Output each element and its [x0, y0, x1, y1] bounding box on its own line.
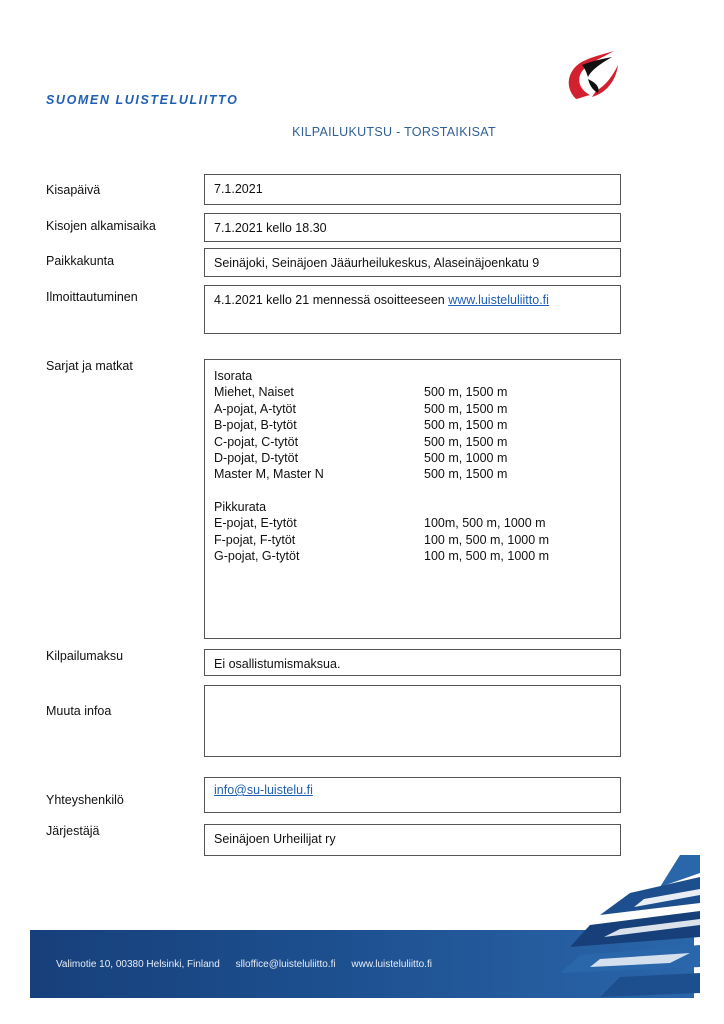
label-alkamisaika: Kisojen alkamisaika — [46, 219, 156, 233]
class-name: F-pojat, F-tytöt — [214, 532, 296, 547]
footer-contact — [56, 959, 445, 970]
org-name: SUOMEN LUISTELULIITTO — [46, 93, 239, 107]
list-item — [214, 384, 611, 400]
sarjat-field — [204, 359, 621, 639]
class-name: G-pojat, G-tytöt — [214, 549, 300, 564]
distances: 100 m, 500 m, 1000 m — [424, 532, 550, 547]
class-name: Miehet, Naiset — [214, 385, 294, 400]
distances: 500 m, 1500 m — [424, 467, 508, 482]
pikkurata-list — [214, 515, 611, 564]
label-paikkakunta: Paikkakunta — [46, 254, 115, 268]
list-item — [214, 450, 611, 466]
class-name: Master M, Master N — [214, 467, 324, 482]
distances: 500 m, 1500 m — [424, 401, 508, 416]
list-item — [214, 515, 611, 531]
label-jarjestaja: Järjestäjä — [46, 824, 100, 838]
list-item — [214, 417, 611, 433]
kilpailumaksu-field — [204, 649, 621, 676]
yhteyshenkilo-field — [204, 777, 621, 813]
jarjestaja-value: Seinäjoen Urheilijat ry — [214, 832, 336, 846]
class-name: A-pojat, A-tytöt — [214, 401, 296, 416]
distances: 100m, 500 m, 1000 m — [424, 516, 546, 531]
jarjestaja-field — [204, 824, 621, 856]
list-item — [214, 532, 611, 548]
distances: 500 m, 1500 m — [424, 385, 508, 400]
distances: 500 m, 1500 m — [424, 434, 508, 449]
pikkurata-title: Pikkurata — [214, 499, 267, 514]
list-item — [214, 401, 611, 417]
footer-web: www.luisteluliitto.fi — [351, 959, 432, 970]
muuta-field — [204, 685, 621, 757]
paikkakunta-value: Seinäjoki, Seinäjoen Jääurheilukeskus, Alaseinäjoenkatu 9 — [214, 256, 540, 270]
alkamisaika-value: 7.1.2021 kello 18.30 — [214, 221, 327, 235]
distances: 100 m, 500 m, 1000 m — [424, 549, 550, 564]
ilmoittautuminen-text: 4.1.2021 kello 21 mennessä osoitteeseen — [214, 293, 449, 307]
label-kisapaiva: Kisapäivä — [46, 183, 101, 197]
footer-decoration-icon — [560, 855, 700, 1000]
federation-logo-icon — [562, 47, 624, 105]
isorata-title: Isorata — [214, 369, 253, 383]
footer-email: slloffice@luisteluliitto.fi — [235, 959, 336, 970]
paikkakunta-field — [204, 248, 621, 277]
label-kilpailumaksu: Kilpailumaksu — [46, 649, 124, 663]
list-item — [214, 466, 611, 482]
label-sarjat: Sarjat ja matkat — [46, 359, 133, 373]
distances: 500 m, 1500 m — [424, 418, 508, 433]
document-title: KILPAILUKUTSU - TORSTAIKISAT — [292, 125, 496, 139]
class-name: D-pojat, D-tytöt — [214, 451, 299, 466]
kisapaiva-field — [204, 174, 621, 205]
class-name: E-pojat, E-tytöt — [214, 516, 297, 531]
label-ilmoittautuminen: Ilmoittautuminen — [46, 290, 138, 304]
kilpailumaksu-value: Ei osallistumismaksua. — [214, 657, 341, 671]
ilmoittautuminen-field — [204, 285, 621, 334]
label-muuta: Muuta infoa — [46, 704, 112, 718]
contact-email-link[interactable]: info@su-luistelu.fi — [214, 783, 313, 797]
label-yhteyshenkilo: Yhteyshenkilö — [46, 793, 124, 807]
distances: 500 m, 1000 m — [424, 451, 508, 466]
class-name: C-pojat, C-tytöt — [214, 434, 299, 449]
alkamisaika-field — [204, 213, 621, 242]
list-item — [214, 548, 611, 564]
registration-link[interactable]: www.luisteluliitto.fi — [448, 293, 549, 307]
footer-address: Valimotie 10, 00380 Helsinki, Finland — [56, 959, 220, 970]
class-name: B-pojat, B-tytöt — [214, 418, 297, 433]
isorata-list — [214, 384, 611, 482]
list-item — [214, 434, 611, 450]
kisapaiva-value: 7.1.2021 — [214, 182, 263, 196]
